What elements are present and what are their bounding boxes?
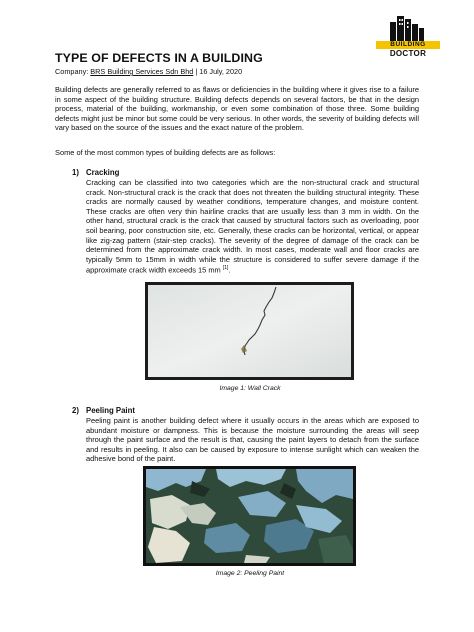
- reference-link[interactable]: [1]: [222, 265, 229, 272]
- page-title: TYPE OF DEFECTS IN A BUILDING: [55, 51, 263, 65]
- intro-paragraph: Building defects are generally referred to as flaws or deficiencies in the building where it gives rise to a failure in some aspect of the building structure. Building defects depends on several factors, be that in the design process, material of the building, workmanship, or even some combination of those three. Some building defects might just be minor but some could be very serious. In other words, the severity of building defects will vary based on the source of the issues and the exact nature of the problem.: [55, 85, 419, 133]
- peeling-paint-illustration: [146, 469, 353, 563]
- logo-line-1: BUILDING: [376, 41, 440, 49]
- document-meta: [55, 67, 242, 76]
- wall-crack-image: [145, 282, 354, 380]
- logo-line-2: DOCTOR: [389, 49, 427, 58]
- cracking-body-text: Cracking can be classified into two categories which are the non-structural crack and structural crack. Non-structural crack is the crack that does not threaten the building structural integrity. These cracks are normally caused by weather conditions, temperature changes, and moisture content. These cracks are often very thin hairline cracks that are usually less than 3 mm in width. On the other hand, structural crack is the crack that caused by structural factors such as overloading, poor soil bearing, poor construction site, etc. Generally, these cracks can be horizontal, vertical, or appear like zig-zag pattern (stair-step cracks). The severity of the degree of damage of the crack can be determined from the approximate crack width. In most cases, moderate wall and floor cracks are typically 5mm to 15mm in width while the structure is considered to suffer severe damage if the approximate crack width exceeds 15 mm: [86, 178, 419, 275]
- buildings-icon: [376, 14, 440, 42]
- section-number: 1): [72, 168, 79, 177]
- section-title-peeling-paint: Peeling Paint: [86, 406, 135, 415]
- list-lead-text: Some of the most common types of building defects are as follows:: [55, 148, 276, 157]
- section-number: 2): [72, 406, 79, 415]
- building-doctor-logo: [376, 14, 440, 58]
- crack-illustration: [148, 285, 351, 377]
- cracking-paragraph: Cracking can be classified into two categories which are the non-structural crack and structural crack. Non-structural crack is the crack that does not threaten the building structural integrity. These cracks are normally caused by weather conditions, temperature changes, and moisture content. These cracks are often very thin hairline cracks that are usually less than 3 mm in width. On the other hand, structural crack is the crack that caused by structural factors such as overloading, poor soil bearing, poor construction site, etc. Generally, these cracks can be horizontal, vertical, or appear like zig-zag pattern (stair-step cracks). The severity of the degree of damage of the crack can be determined from the approximate crack width. In most cases, moderate wall and floor cracks are typically 5mm to 15mm in width while the structure is considered to suffer severe damage if the approximate crack width exceeds 15 mm [1].: [86, 178, 419, 275]
- peeling-paint-image: [143, 466, 356, 566]
- publish-date: 16 July, 2020: [199, 67, 243, 76]
- meta-prefix: Company:: [55, 67, 91, 76]
- image-caption-2: Image 2: Peeling Paint: [215, 570, 285, 577]
- company-link[interactable]: BRS Building Services Sdn Bhd: [90, 67, 194, 76]
- peeling-paint-paragraph: Peeling paint is another building defect where it usually occurs in the areas which are exposed to abundant moisture or dampness. This is because the moisture surrounding the areas will seep through the paint surface and the result is that, causing the paint layers to detach from the surface and results in peeling. It also can be caused by exposure to intense sunlight which can weaken the adhesive bond of the paint.: [86, 416, 419, 464]
- meta-separator: |: [193, 67, 200, 76]
- section-title-cracking: Cracking: [86, 168, 120, 177]
- image-caption-1: Image 1: Wall Crack: [219, 385, 281, 392]
